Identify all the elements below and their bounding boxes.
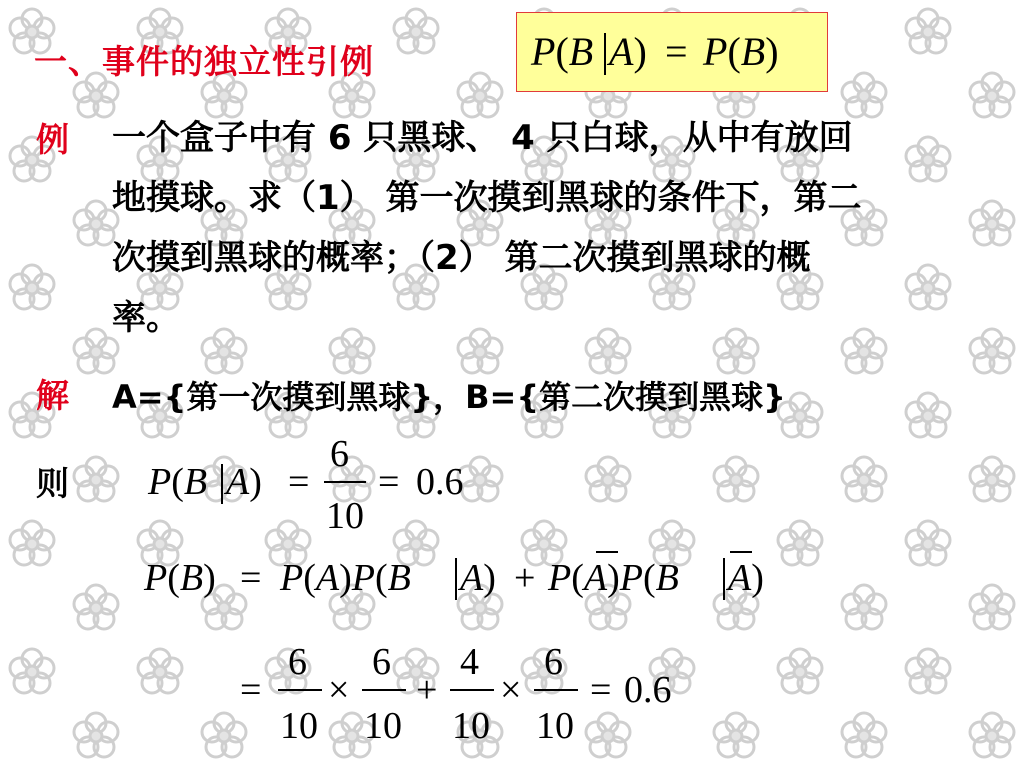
independence-formula-box — [516, 12, 828, 92]
problem-text — [112, 108, 992, 348]
then-label: 则 — [36, 464, 69, 503]
f1-lhs-P: P(B — [148, 461, 208, 503]
f3-equals-1: = — [240, 669, 262, 711]
solution-label: 解 — [36, 376, 69, 415]
f3-num-3: 4 — [460, 641, 479, 683]
f2-A-close: A) — [460, 557, 496, 599]
f1-equals-1: = — [288, 461, 310, 503]
f2-equals: = — [240, 557, 262, 599]
f1-lhs-A: A) — [226, 461, 262, 503]
f1-result: 0.6 — [416, 461, 464, 503]
f3-den-3: 10 — [452, 705, 490, 747]
formula-equals: = — [665, 29, 688, 74]
f2-PAbar: P(A)P(B — [548, 557, 679, 599]
f3-den-4: 10 — [536, 705, 574, 747]
f3-num-4: 6 — [544, 641, 563, 683]
problem-line-3: 次摸到黑球的概率；（2） 第二次摸到黑球的概 — [112, 238, 811, 278]
problem-line-4: 率。 — [112, 298, 180, 338]
f2-Abar-close: A) — [728, 557, 764, 599]
f3-den-2: 10 — [364, 705, 402, 747]
f1-denominator: 10 — [326, 495, 364, 537]
f3-op-1: × — [328, 669, 350, 711]
event-definitions: A={第一次摸到黑球}，B={第二次摸到黑球} — [112, 378, 786, 416]
formula-lhs-P: P(B — [531, 29, 594, 74]
example-label: 例 — [36, 120, 69, 159]
formula-conditional — [140, 430, 500, 540]
f1-equals-2: = — [378, 461, 400, 503]
formula-rhs: P(B) — [703, 29, 779, 74]
f1-numerator: 6 — [330, 433, 349, 475]
f2-plus: + — [514, 557, 536, 599]
f3-op-3: × — [500, 669, 522, 711]
f2-PA: P(A)P(B — [280, 557, 411, 599]
independence-formula — [517, 13, 829, 93]
f3-num-2: 6 — [372, 641, 391, 683]
slide-title: 一、事件的独立性引例 — [34, 42, 374, 81]
formula-computation — [236, 636, 696, 756]
f3-result: 0.6 — [624, 669, 672, 711]
f3-num-1: 6 — [288, 641, 307, 683]
f2-PB: P(B) — [144, 557, 216, 599]
f3-equals-2: = — [590, 669, 612, 711]
formula-lhs-A: A) — [609, 29, 647, 74]
problem-line-2: 地摸球。求（1） 第一次摸到黑球的条件下，第二 — [112, 178, 862, 218]
problem-line-1: 一个盒子中有 6 只黑球、 4 只白球，从中有放回 — [112, 118, 853, 158]
f3-den-1: 10 — [280, 705, 318, 747]
f3-op-2: + — [416, 669, 438, 711]
formula-total-probability — [140, 538, 820, 618]
